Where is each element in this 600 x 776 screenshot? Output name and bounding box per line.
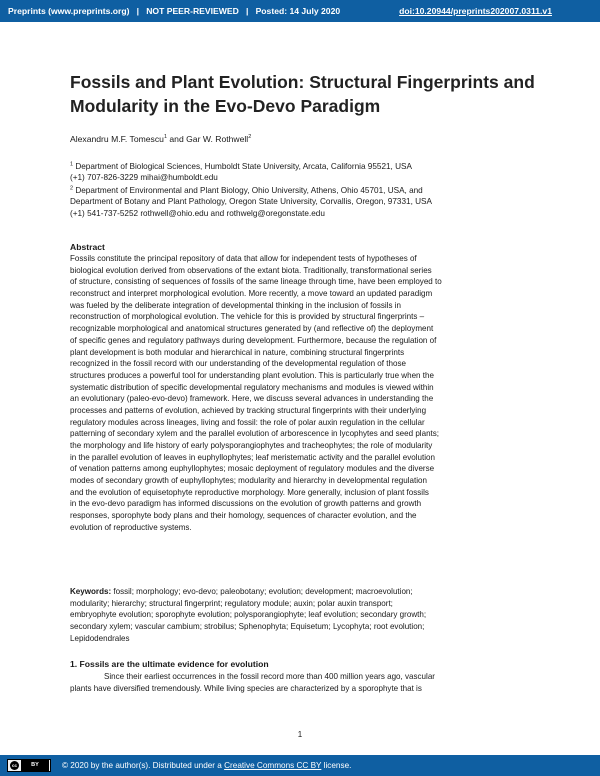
posted-date: Posted: 14 July 2020: [255, 6, 341, 16]
author-name: Gar W. Rothwell: [186, 134, 249, 144]
keywords-line: secondary xylem; vascular cambium; strobilus; Sphenophyta; Equisetum; Lycophyta; root evolution;: [70, 622, 425, 632]
abstract-line: modes of secondary growth of euphyllophytes; modularity and hierarchy in developmental regulation: [70, 476, 427, 486]
affiliation-line: Department of Environmental and Plant Biology, Ohio University, Athens, Ohio 45701, USA, and: [73, 186, 423, 195]
abstract-line: patterning of secondary xylem and the parallel evolution of arborescence in lycophytes and seed plants;: [70, 429, 440, 439]
abstract-line: systematic distribution of specific developmental regulatory mechanisms and modules is viewed within: [70, 382, 434, 392]
preprint-header-bar: [0, 0, 600, 22]
abstract-line: and the evolution of equisetophyte reproductive morphology. More generally, inclusion of plant fossils: [70, 487, 429, 497]
section-line: Since their earliest occurrences in the fossil record more than 400 million years ago, vascular: [104, 672, 435, 681]
abstract-line: of structure, consisting of sequences of fossils of the same lineage through time, have been employed to: [70, 277, 442, 287]
abstract-line: recognized in the fossil record with our understanding of the developmental regulation of those: [70, 359, 406, 369]
affiliation-marker: 1: [70, 161, 74, 168]
keywords-line: fossil; morphology; evo-devo; paleobotany; evolution; development; macroevolution;: [111, 587, 413, 596]
author-name: Alexandru M.F. Tomescu: [70, 134, 164, 144]
abstract-line: the morphology and life history of early polysporangiophytes and tracheophytes; the role of modularity: [70, 441, 433, 450]
header-separator: |: [246, 6, 249, 16]
abstract-line: evolution of reproductive systems.: [70, 522, 192, 532]
abstract-line: recognizable morphological and anatomical structures generated by (and reflective of) the deployment: [70, 324, 434, 334]
abstract-line: Fossils constitute the principal repository of data that allow for independent tests of hypotheses of: [70, 254, 417, 263]
abstract-line: an evolutionary (paleo-evo-devo) framework. Here, we discuss several advances in understanding the: [70, 394, 434, 404]
keywords-line: Lepidodendrales: [70, 633, 130, 643]
affiliation-contact: (+1) 541-737-5252 rothwell@ohio.edu and rothwelg@oregonstate.edu: [70, 208, 325, 218]
by-icon: BY: [21, 760, 49, 771]
affiliation-marker: 1: [163, 134, 167, 141]
copyright-text: © 2020 by the author(s). Distributed under a: [62, 761, 225, 770]
cc-by-badge[interactable]: [7, 759, 51, 772]
affiliation-line: Department of Botany and Plant Pathology, Oregon State University, Corvallis, Oregon, 97331, USA: [70, 197, 432, 207]
abstract-line: responses, sporophyte body plans and their homology, sequences of character evolution, and the: [70, 511, 417, 521]
abstract-line: reconstruction of morphological evolution. The vehicle for this is provided by structural fingerprints –: [70, 312, 425, 322]
doi-link[interactable]: doi:10.20944/preprints202007.0311.v1: [399, 6, 552, 16]
author-list: [70, 133, 530, 145]
abstract-heading: Abstract: [70, 242, 105, 252]
author-conjunction: and: [167, 134, 187, 144]
abstract-line: regulatory modules across lineages, living and fossil: the role of polar auxin regulation in the cellular: [70, 417, 425, 427]
abstract-line: in the parallel evolution of leaves in euphyllophytes; leaf meristematic activity and the parallel evolution: [70, 452, 435, 462]
abstract-line: reconstruct and interpret morphological evolution. More recently, a move toward an updated paradigm: [70, 289, 433, 299]
abstract-line: structures produces a powerful tool for understanding plant evolution. This is particularly true when the: [70, 370, 434, 380]
abstract-line: processes and patterns of evolution, achieved by tracking structural fingerprints with their underlying: [70, 405, 427, 415]
keywords-line: embryophyte evolution; sporophyte evolution; polysporangiophyte; leaf evolution; secondary growth;: [70, 610, 427, 620]
license-link[interactable]: Creative Commons CC BY: [224, 761, 322, 770]
page-number: 1: [297, 730, 303, 739]
license-footer-bar: [0, 755, 600, 776]
keywords-line: modularity; hierarchy; structural fingerprint; regulatory module; auxin; polar auxin transport;: [70, 598, 393, 608]
abstract-line: plant development is both modular and hierarchical in nature, combining structural fingerprints: [70, 347, 405, 357]
affiliation-1: [70, 161, 530, 184]
cc-icon: cc: [11, 763, 18, 768]
site-name[interactable]: Preprints (www.preprints.org): [8, 6, 130, 16]
affiliation-marker: 2: [70, 185, 74, 192]
abstract-line: biological evolution derived from observations of the extant biota. Traditionally, transformational series: [70, 265, 432, 275]
abstract-line: of specific genes and regulatory pathways during development. Furthermore, because the regulation of: [70, 335, 437, 345]
affiliation-contact: (+1) 707-826-3229 mihai@humboldt.edu: [70, 173, 218, 183]
header-separator: |: [136, 6, 140, 16]
section-heading: 1. Fossils are the ultimate evidence for evolution: [70, 659, 269, 669]
section-line: plants have diversified tremendously. While living species are characterized by a sporophyte that is: [70, 683, 422, 693]
abstract-body: [70, 253, 532, 534]
affiliation-marker: 2: [248, 134, 252, 141]
keywords-label: Keywords:: [70, 587, 112, 596]
section-body: [70, 671, 532, 694]
affiliation-line: Department of Biological Sciences, Humboldt State University, Arcata, California 95521, USA: [73, 162, 412, 171]
license-suffix: license.: [321, 761, 352, 770]
keywords-block: [70, 586, 532, 644]
abstract-line: was fueled by the deliberate integration of developmental thinking in the inclusion of fossils in: [70, 300, 402, 310]
peer-review-status: NOT PEER-REVIEWED: [146, 6, 239, 16]
license-text: [62, 755, 351, 776]
affiliation-2: [70, 185, 530, 219]
abstract-line: of venation patterns among euphyllophytes; mosaic deployment of regulatory modules and the diverse: [70, 464, 435, 474]
paper-title: Fossils and Plant Evolution: Structural Fingerprints and Modularity in the Evo-Devo Paradigm: [70, 72, 535, 116]
abstract-line: in the evo-devo paradigm has informed discussions on the evolution of growth patterns and growth: [70, 499, 422, 509]
header-info: [8, 0, 340, 22]
